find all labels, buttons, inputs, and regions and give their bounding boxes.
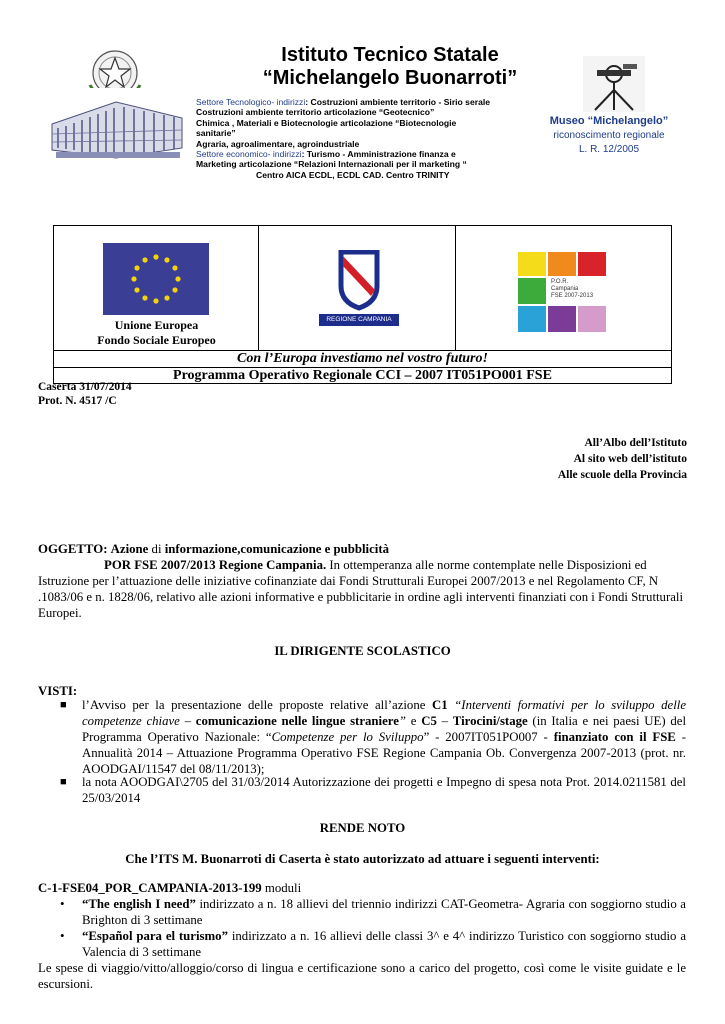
module-2-title: “Español para el turismo”: [82, 929, 228, 943]
indirizzo-agraria: Agraria, agroalimentare, agroindustriale: [196, 138, 360, 149]
visti-item-2: la nota AOODGAI\2705 del 31/03/2014 Autorizzazione dei progetti e Impegno di spesa nota Prot. 2014.0211581 del 25/03/2014: [82, 775, 686, 805]
indirizzo-chimica-cont: sanitarie”: [196, 128, 236, 139]
bullet-dot-icon: •: [60, 896, 65, 911]
settore-tecnologico-text: : Costruzioni ambiente territorio - Sirio serale: [305, 97, 491, 107]
por-cell: [456, 226, 672, 350]
oggetto-label: OGGETTO:: [38, 542, 108, 556]
oggetto-line: [38, 541, 389, 557]
project-code: C-1-FSE04_POR_CAMPANIA-2013-199: [38, 881, 262, 895]
project-moduli: moduli: [261, 881, 302, 895]
oggetto-di: di: [151, 542, 162, 556]
eu-cell: [54, 226, 259, 350]
v1-bold-3: finanziato con il FSE: [553, 730, 676, 744]
v1-dash-2: –: [436, 714, 453, 728]
funding-table: [53, 225, 672, 384]
funding-motto: Con l’Europa investiamo nel vostro futuro!: [54, 350, 671, 367]
settore-economico-label: Settore economico- indirizzi: [196, 149, 302, 160]
recipient-scuole: Alle scuole della Provincia: [557, 469, 687, 481]
museo-legge: L. R. 12/2005: [578, 144, 640, 155]
school-title-line1: Istituto Tecnico Statale: [281, 44, 499, 66]
module-2: [82, 928, 686, 960]
module-1-title: “The english I need”: [82, 897, 196, 911]
eu-label-2: Fondo Sociale Europeo: [97, 333, 216, 347]
v1-text-a: l’Avviso per la presentazione delle proposte relative all’azione: [82, 698, 426, 712]
v1-rest-1: (in Italia e nei paesi UE) del Programma Operativo Nazionale: “: [82, 714, 687, 744]
regione-campania-logo-text: REGIONE CAMPANIA: [326, 316, 392, 323]
por-fse-text: In ottemperanza alle norme contemplate nelle Disposizioni ed Istruzione per l’attuazione delle iniziative cofinanziate dai Fondi Strutturali Europei 2007/2013 e nel Regolamento CF, N .1083/06 e n. 1828/06, relativo alle azioni informative e pubblicitarie in ordine agli interventi finanziati con i Fondi Strutturali Europei.: [38, 558, 684, 620]
project-code-line: [38, 880, 301, 896]
v1-italic-1: “Interventi formativi per lo sviluppo delle competenze chiave: [82, 698, 687, 728]
centro-certificazioni: Centro AICA ECDL, ECDL CAD. Centro TRINITY: [256, 169, 450, 180]
v1-bold-2: Tirocini/stage: [452, 714, 528, 728]
v1-bold-1: comunicazione nelle lingue straniere: [195, 714, 399, 728]
doc-date: Caserta 31/07/2014: [38, 381, 132, 393]
bullet-dot-icon: •: [60, 928, 65, 943]
por-logo-line3: FSE 2007-2013: [551, 293, 594, 299]
eu-flag-icon: [103, 243, 209, 315]
v1-c1: C1: [431, 698, 448, 712]
module-1-text: indirizzato a n. 18 allievi del triennio indirizzi CAT-Geometra- Agraria con soggiorno studio a Brighton di 3 settimane: [82, 897, 686, 927]
recipient-albo: All’Albo dell’Istituto: [584, 437, 687, 449]
por-logo-line1: P.O.R.: [551, 279, 569, 285]
v1-c5: C5: [421, 714, 437, 728]
museo-title: Museo “Michelangelo”: [549, 115, 669, 127]
visti-label: VISTI:: [38, 684, 78, 698]
v1-rest-2: ” - 2007IT051PO007 -: [423, 730, 548, 744]
v1-dash: –: [179, 714, 196, 728]
dirigente-heading: IL DIRIGENTE SCOLASTICO: [274, 644, 451, 658]
oggetto-paragraph: [38, 557, 686, 621]
settore-tecnologico-label: Settore Tecnologico- indirizzi: [196, 97, 306, 107]
eu-label-1: Unione Europea: [114, 318, 199, 332]
visti-item-1: [82, 697, 686, 777]
v1-italic-2: ”: [398, 714, 407, 728]
museo-block: [548, 114, 670, 157]
bullet-square-icon: ■: [60, 776, 67, 788]
por-fse-bold: POR FSE 2007/2013 Regione Campania.: [104, 558, 327, 572]
indirizzo-geotecnico: Costruzioni ambiente territorio articolazione “Geotecnico”: [196, 107, 435, 118]
doc-prot: Prot. N. 4517 /C: [38, 395, 117, 407]
module-1: [82, 896, 686, 928]
autorizzazione-line: Che l’ITS M. Buonarroti di Caserta è stato autorizzato ad attuare i seguenti interventi:: [125, 852, 600, 866]
v1-e: e: [406, 714, 422, 728]
indirizzo-marketing: Marketing articolazione “Relazioni Internazionali per il marketing “: [196, 159, 467, 170]
oggetto-text: informazione,comunicazione e pubblicità: [164, 542, 390, 556]
por-logo-line2: Campania: [551, 286, 579, 292]
school-indirizzi: [196, 97, 546, 180]
rende-noto-heading: RENDE NOTO: [319, 821, 406, 835]
school-title-line2: “Michelangelo Buonarroti”: [262, 67, 518, 89]
bullet-square-icon: ■: [60, 699, 67, 711]
theodolite-icon: [583, 56, 645, 112]
funding-programme: Programma Operativo Regionale CCI – 2007 IT051PO001 FSE: [54, 367, 671, 383]
museo-riconoscimento: riconoscimento regionale: [553, 130, 665, 141]
indirizzo-chimica: Chimica , Materiali e Biotecnologie articolazione “Biotecnologie: [196, 117, 457, 128]
recipient-sito: Al sito web dell’istituto: [573, 453, 687, 465]
settore-economico-text: : Turismo - Amministrazione finanza e: [301, 149, 456, 160]
campania-cell: [259, 226, 456, 350]
school-building-logo: [50, 88, 184, 160]
module-2-text: indirizzato a n. 16 allievi delle classi 3^ e 4^ indirizzo Turistico con soggiorno studio a Valencia di 3 settimane: [82, 929, 686, 959]
v1-rest-3: - Annualità 2014 – Attuazione Programma Operativo FSE Regione Campania Ob. Convergenza 2007-2013 (prot. nr. AOODGAI/11547 del 08/11/2013);: [82, 730, 686, 776]
closing-paragraph: Le spese di viaggio/vitto/alloggio/corso di lingua e certificazione sono a carico del progetto, così come le visite guidate e le escursioni.: [38, 961, 686, 991]
oggetto-azione: Azione: [110, 542, 149, 556]
v1-italic-3: Competenze per lo Sviluppo: [271, 730, 424, 744]
